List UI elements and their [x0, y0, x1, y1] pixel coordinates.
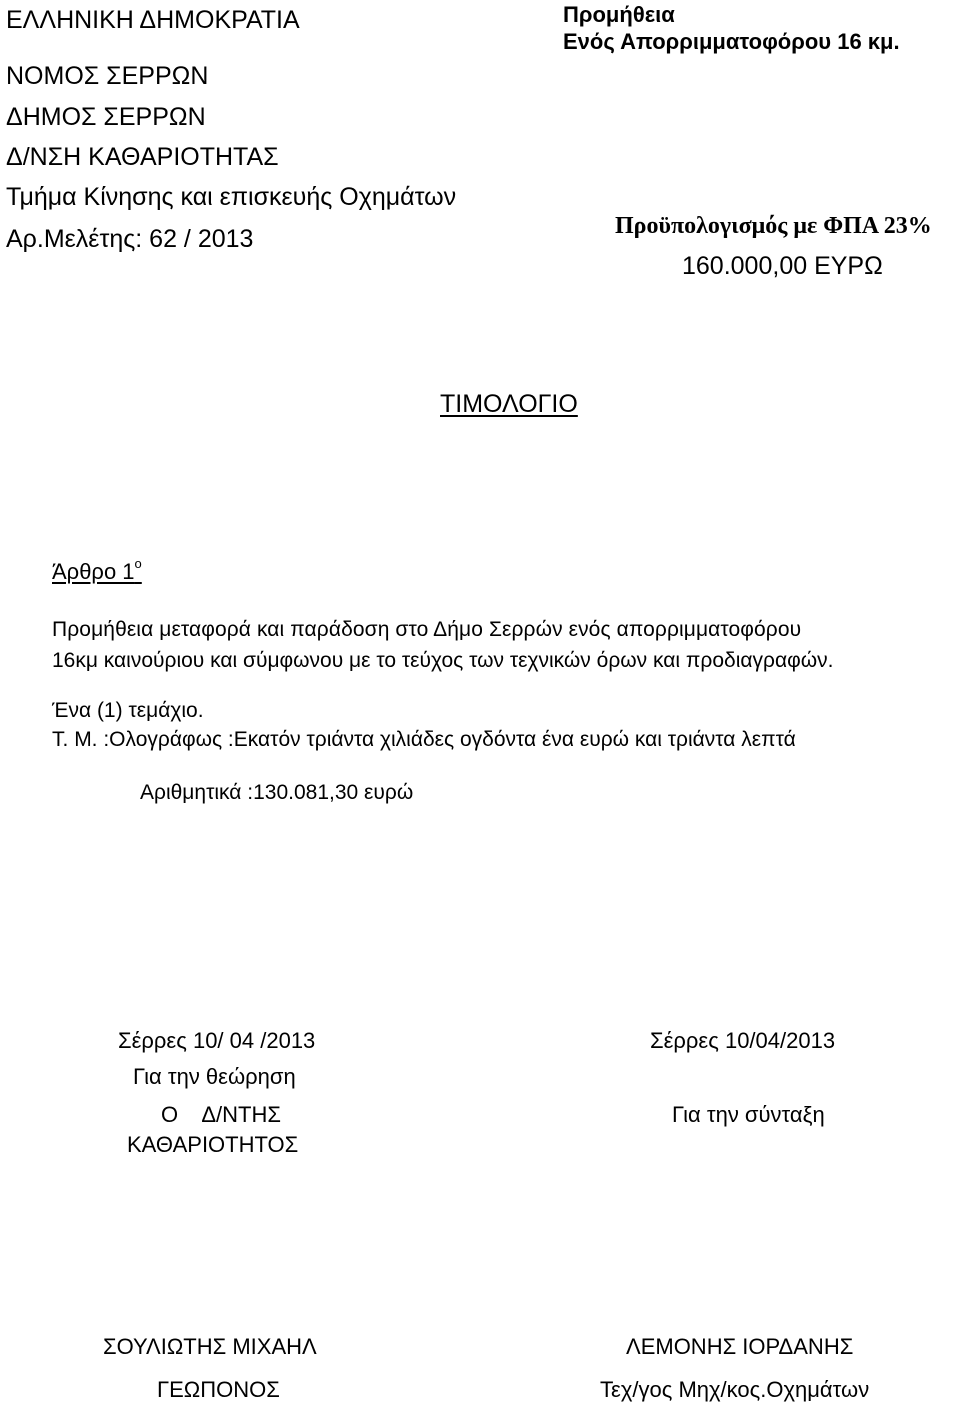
- study-number: Αρ.Μελέτης: 62 / 2013: [6, 225, 254, 253]
- article-description-line1: Προμήθεια μεταφορά και παράδοση στο Δήμο Σερρών ενός απορριμματοφόρου: [52, 618, 802, 641]
- procurement-subject: Ενός Απορριμματοφόρου 16 κμ.: [563, 29, 900, 54]
- article-label: Άρθρο 1: [52, 559, 135, 584]
- left-signature-role3: ΚΑΘΑΡΙΟΤΗΤΟΣ: [127, 1132, 299, 1157]
- header-country: ΕΛΛΗΝΙΚΗ ΔΗΜΟΚΡΑΤΙΑ: [6, 6, 300, 34]
- budget-label: Προϋπολογισμός με ΦΠΑ 23%: [615, 213, 932, 239]
- article-price-numeric: Αριθμητικά :130.081,30 ευρώ: [140, 781, 414, 804]
- right-signatory-title: Τεχ/γος Μηχ/κος.Οχημάτων: [600, 1377, 870, 1402]
- left-signature-role1: Για την θεώρηση: [133, 1064, 296, 1089]
- article-description-line2: 16κμ καινούριου και σύμφωνου με το τεύχος των τεχνικών όρων και προδιαγραφών.: [52, 649, 834, 672]
- article-quantity: Ένα (1) τεμάχιο.: [52, 699, 204, 722]
- right-signature-date: Σέρρες 10/04/2013: [650, 1028, 836, 1053]
- left-signatory-title: ΓΕΩΠΟΝΟΣ: [157, 1377, 280, 1402]
- right-signatory-name: ΛΕΜΟΝΗΣ ΙΟΡΔΑΝΗΣ: [626, 1334, 854, 1359]
- header-directorate: Δ/ΝΣΗ ΚΑΘΑΡΙΟΤΗΤΑΣ: [6, 143, 279, 171]
- article-superscript: ο: [134, 556, 142, 571]
- left-signature-date: Σέρρες 10/ 04 /2013: [118, 1028, 316, 1053]
- budget-value: 160.000,00 ΕΥΡΩ: [682, 252, 883, 280]
- header-municipality: ΔΗΜΟΣ ΣΕΡΡΩΝ: [6, 103, 206, 131]
- article-heading: [52, 556, 142, 584]
- document-title: ΤΙΜΟΛΟΓΙΟ: [440, 390, 578, 418]
- left-signatory-name: ΣΟΥΛΙΩΤΗΣ ΜΙΧΑΗΛ: [103, 1334, 317, 1359]
- article-price-words: Τ. Μ. :Ολογράφως :Εκατόν τριάντα χιλιάδες ογδόντα ένα ευρώ και τριάντα λεπτά: [52, 728, 796, 751]
- header-department: Τμήμα Κίνησης και επισκευής Οχημάτων: [6, 183, 457, 211]
- procurement-label: Προμήθεια: [563, 2, 675, 27]
- left-signature-role2: Ο Δ/ΝΤΗΣ: [161, 1102, 281, 1127]
- right-signature-role: Για την σύνταξη: [672, 1102, 825, 1127]
- header-prefecture: ΝΟΜΟΣ ΣΕΡΡΩΝ: [6, 62, 209, 90]
